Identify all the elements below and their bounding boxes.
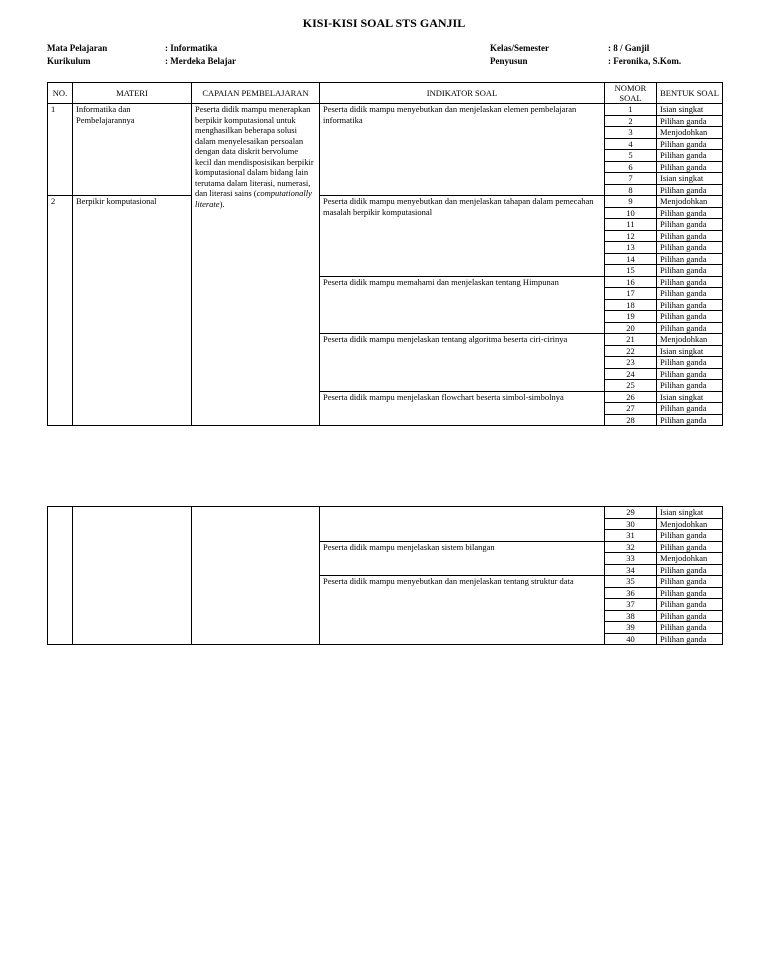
bentuk-soal: Pilihan ganda (657, 564, 723, 576)
nomor-soal: 40 (605, 633, 657, 645)
kisi-kisi-table-page-1 (47, 82, 723, 426)
indikator-soal: Peserta didik mampu menyebutkan dan menjelaskan tahapan dalam pemecahan masalah berpikir komputasional (320, 196, 605, 277)
nomor-soal: 36 (605, 587, 657, 599)
bentuk-soal: Pilihan ganda (657, 150, 723, 162)
indikator-soal-continued (320, 507, 605, 542)
bentuk-soal: Isian singkat (657, 345, 723, 357)
bentuk-soal: Pilihan ganda (657, 587, 723, 599)
indikator-soal: Peserta didik mampu menjelaskan sistem bilangan (320, 541, 605, 576)
header-no: NO. (48, 83, 73, 104)
nomor-soal: 1 (605, 104, 657, 116)
nomor-soal: 39 (605, 622, 657, 634)
nomor-soal: 10 (605, 207, 657, 219)
mapel-value: : Informatika (165, 43, 218, 53)
bentuk-soal: Pilihan ganda (657, 368, 723, 380)
nomor-soal: 13 (605, 242, 657, 254)
document-title: KISI-KISI SOAL STS GANJIL (302, 16, 466, 30)
bentuk-soal: Pilihan ganda (657, 357, 723, 369)
header-materi: MATERI (73, 83, 192, 104)
bentuk-soal: Pilihan ganda (657, 403, 723, 415)
bentuk-soal: Pilihan ganda (657, 299, 723, 311)
nomor-soal: 27 (605, 403, 657, 415)
bentuk-soal: Pilihan ganda (657, 230, 723, 242)
indikator-soal: Peserta didik mampu memahami dan menjelaskan tentang Himpunan (320, 276, 605, 334)
bentuk-soal: Menjodohkan (657, 553, 723, 565)
nomor-soal: 16 (605, 276, 657, 288)
kurikulum-label: Kurikulum (47, 56, 91, 66)
bentuk-soal: Pilihan ganda (657, 207, 723, 219)
nomor-soal: 22 (605, 345, 657, 357)
nomor-soal: 20 (605, 322, 657, 334)
bentuk-soal: Pilihan ganda (657, 599, 723, 611)
nomor-soal: 24 (605, 368, 657, 380)
nomor-soal: 29 (605, 507, 657, 519)
nomor-soal: 11 (605, 219, 657, 231)
nomor-soal: 12 (605, 230, 657, 242)
kurikulum-value: : Merdeka Belajar (165, 56, 236, 66)
header-indikator: INDIKATOR SOAL (320, 83, 605, 104)
bentuk-soal: Pilihan ganda (657, 380, 723, 392)
table-row (48, 104, 723, 116)
nomor-soal: 9 (605, 196, 657, 208)
bentuk-soal: Isian singkat (657, 391, 723, 403)
header-bentuk-soal: BENTUK SOAL (657, 83, 723, 104)
bentuk-soal: Isian singkat (657, 173, 723, 185)
cp-text: Peserta didik mampu menerapkan berpikir komputasional untuk menghasilkan beberapa solusi dalam menyelesaikan persoalan dengan data diskrit bervolume kecil dan mendisposisikan berpikir komputasional dalam bidang lain terutama dalam literasi, numerasi, dan literasi sains ( (195, 104, 314, 198)
bentuk-soal: Pilihan ganda (657, 530, 723, 542)
nomor-soal: 31 (605, 530, 657, 542)
nomor-soal: 37 (605, 599, 657, 611)
bentuk-soal: Pilihan ganda (657, 219, 723, 231)
indikator-soal: Peserta didik mampu menyebutkan dan menjelaskan elemen pembelajaran informatika (320, 104, 605, 196)
nomor-soal: 17 (605, 288, 657, 300)
materi-no-continued (48, 507, 73, 645)
materi-no: 2 (48, 196, 73, 426)
bentuk-soal: Pilihan ganda (657, 276, 723, 288)
bentuk-soal: Pilihan ganda (657, 311, 723, 323)
bentuk-soal: Pilihan ganda (657, 610, 723, 622)
nomor-soal: 30 (605, 518, 657, 530)
indikator-soal: Peserta didik mampu menjelaskan flowchart beserta simbol-simbolnya (320, 391, 605, 426)
bentuk-soal: Pilihan ganda (657, 541, 723, 553)
nomor-soal: 3 (605, 127, 657, 139)
nomor-soal: 7 (605, 173, 657, 185)
capaian-pembelajaran-continued (192, 507, 320, 645)
bentuk-soal: Pilihan ganda (657, 161, 723, 173)
materi-name: Berpikir komputasional (73, 196, 192, 426)
nomor-soal: 2 (605, 115, 657, 127)
nomor-soal: 34 (605, 564, 657, 576)
bentuk-soal: Pilihan ganda (657, 622, 723, 634)
mapel-label: Mata Pelajaran (47, 43, 108, 53)
kelas-label: Kelas/Semester (490, 43, 549, 53)
nomor-soal: 23 (605, 357, 657, 369)
bentuk-soal: Pilihan ganda (657, 414, 723, 426)
materi-name: Informatika dan Pembelajarannya (73, 104, 192, 196)
nomor-soal: 32 (605, 541, 657, 553)
bentuk-soal: Pilihan ganda (657, 322, 723, 334)
nomor-soal: 8 (605, 184, 657, 196)
kisi-kisi-table-page-2 (47, 506, 723, 645)
nomor-soal: 14 (605, 253, 657, 265)
bentuk-soal: Menjodohkan (657, 334, 723, 346)
cp-end: ). (219, 198, 225, 209)
capaian-pembelajaran (192, 104, 320, 426)
bentuk-soal: Pilihan ganda (657, 242, 723, 254)
bentuk-soal: Isian singkat (657, 507, 723, 519)
bentuk-soal: Pilihan ganda (657, 115, 723, 127)
bentuk-soal: Pilihan ganda (657, 288, 723, 300)
bentuk-soal: Pilihan ganda (657, 265, 723, 277)
header-cp: CAPAIAN PEMBELAJARAN (192, 83, 320, 104)
bentuk-soal: Pilihan ganda (657, 138, 723, 150)
nomor-soal: 28 (605, 414, 657, 426)
nomor-soal: 38 (605, 610, 657, 622)
penyusun-value: : Feronika, S.Kom. (608, 56, 682, 66)
nomor-soal: 6 (605, 161, 657, 173)
bentuk-soal: Menjodohkan (657, 518, 723, 530)
bentuk-soal: Pilihan ganda (657, 253, 723, 265)
bentuk-soal: Isian singkat (657, 104, 723, 116)
indikator-soal: Peserta didik mampu menjelaskan tentang algoritma beserta ciri-cirinya (320, 334, 605, 392)
bentuk-soal: Menjodohkan (657, 127, 723, 139)
header-nomor-soal: NOMOR SOAL (605, 83, 657, 104)
penyusun-label: Penyusun (490, 56, 528, 66)
nomor-soal: 21 (605, 334, 657, 346)
cp-italic: computationally literate (195, 188, 312, 209)
kelas-value: : 8 / Ganjil (608, 43, 650, 53)
table-row (48, 507, 723, 519)
table-row (48, 196, 723, 208)
nomor-soal: 5 (605, 150, 657, 162)
nomor-soal: 33 (605, 553, 657, 565)
nomor-soal: 4 (605, 138, 657, 150)
bentuk-soal: Pilihan ganda (657, 576, 723, 588)
nomor-soal: 18 (605, 299, 657, 311)
nomor-soal: 26 (605, 391, 657, 403)
bentuk-soal: Menjodohkan (657, 196, 723, 208)
bentuk-soal: Pilihan ganda (657, 633, 723, 645)
table-header-row (48, 83, 723, 104)
nomor-soal: 25 (605, 380, 657, 392)
bentuk-soal: Pilihan ganda (657, 184, 723, 196)
nomor-soal: 19 (605, 311, 657, 323)
nomor-soal: 15 (605, 265, 657, 277)
indikator-soal: Peserta didik mampu menyebutkan dan menjelaskan tentang struktur data (320, 576, 605, 645)
materi-no: 1 (48, 104, 73, 196)
materi-name-continued (73, 507, 192, 645)
nomor-soal: 35 (605, 576, 657, 588)
